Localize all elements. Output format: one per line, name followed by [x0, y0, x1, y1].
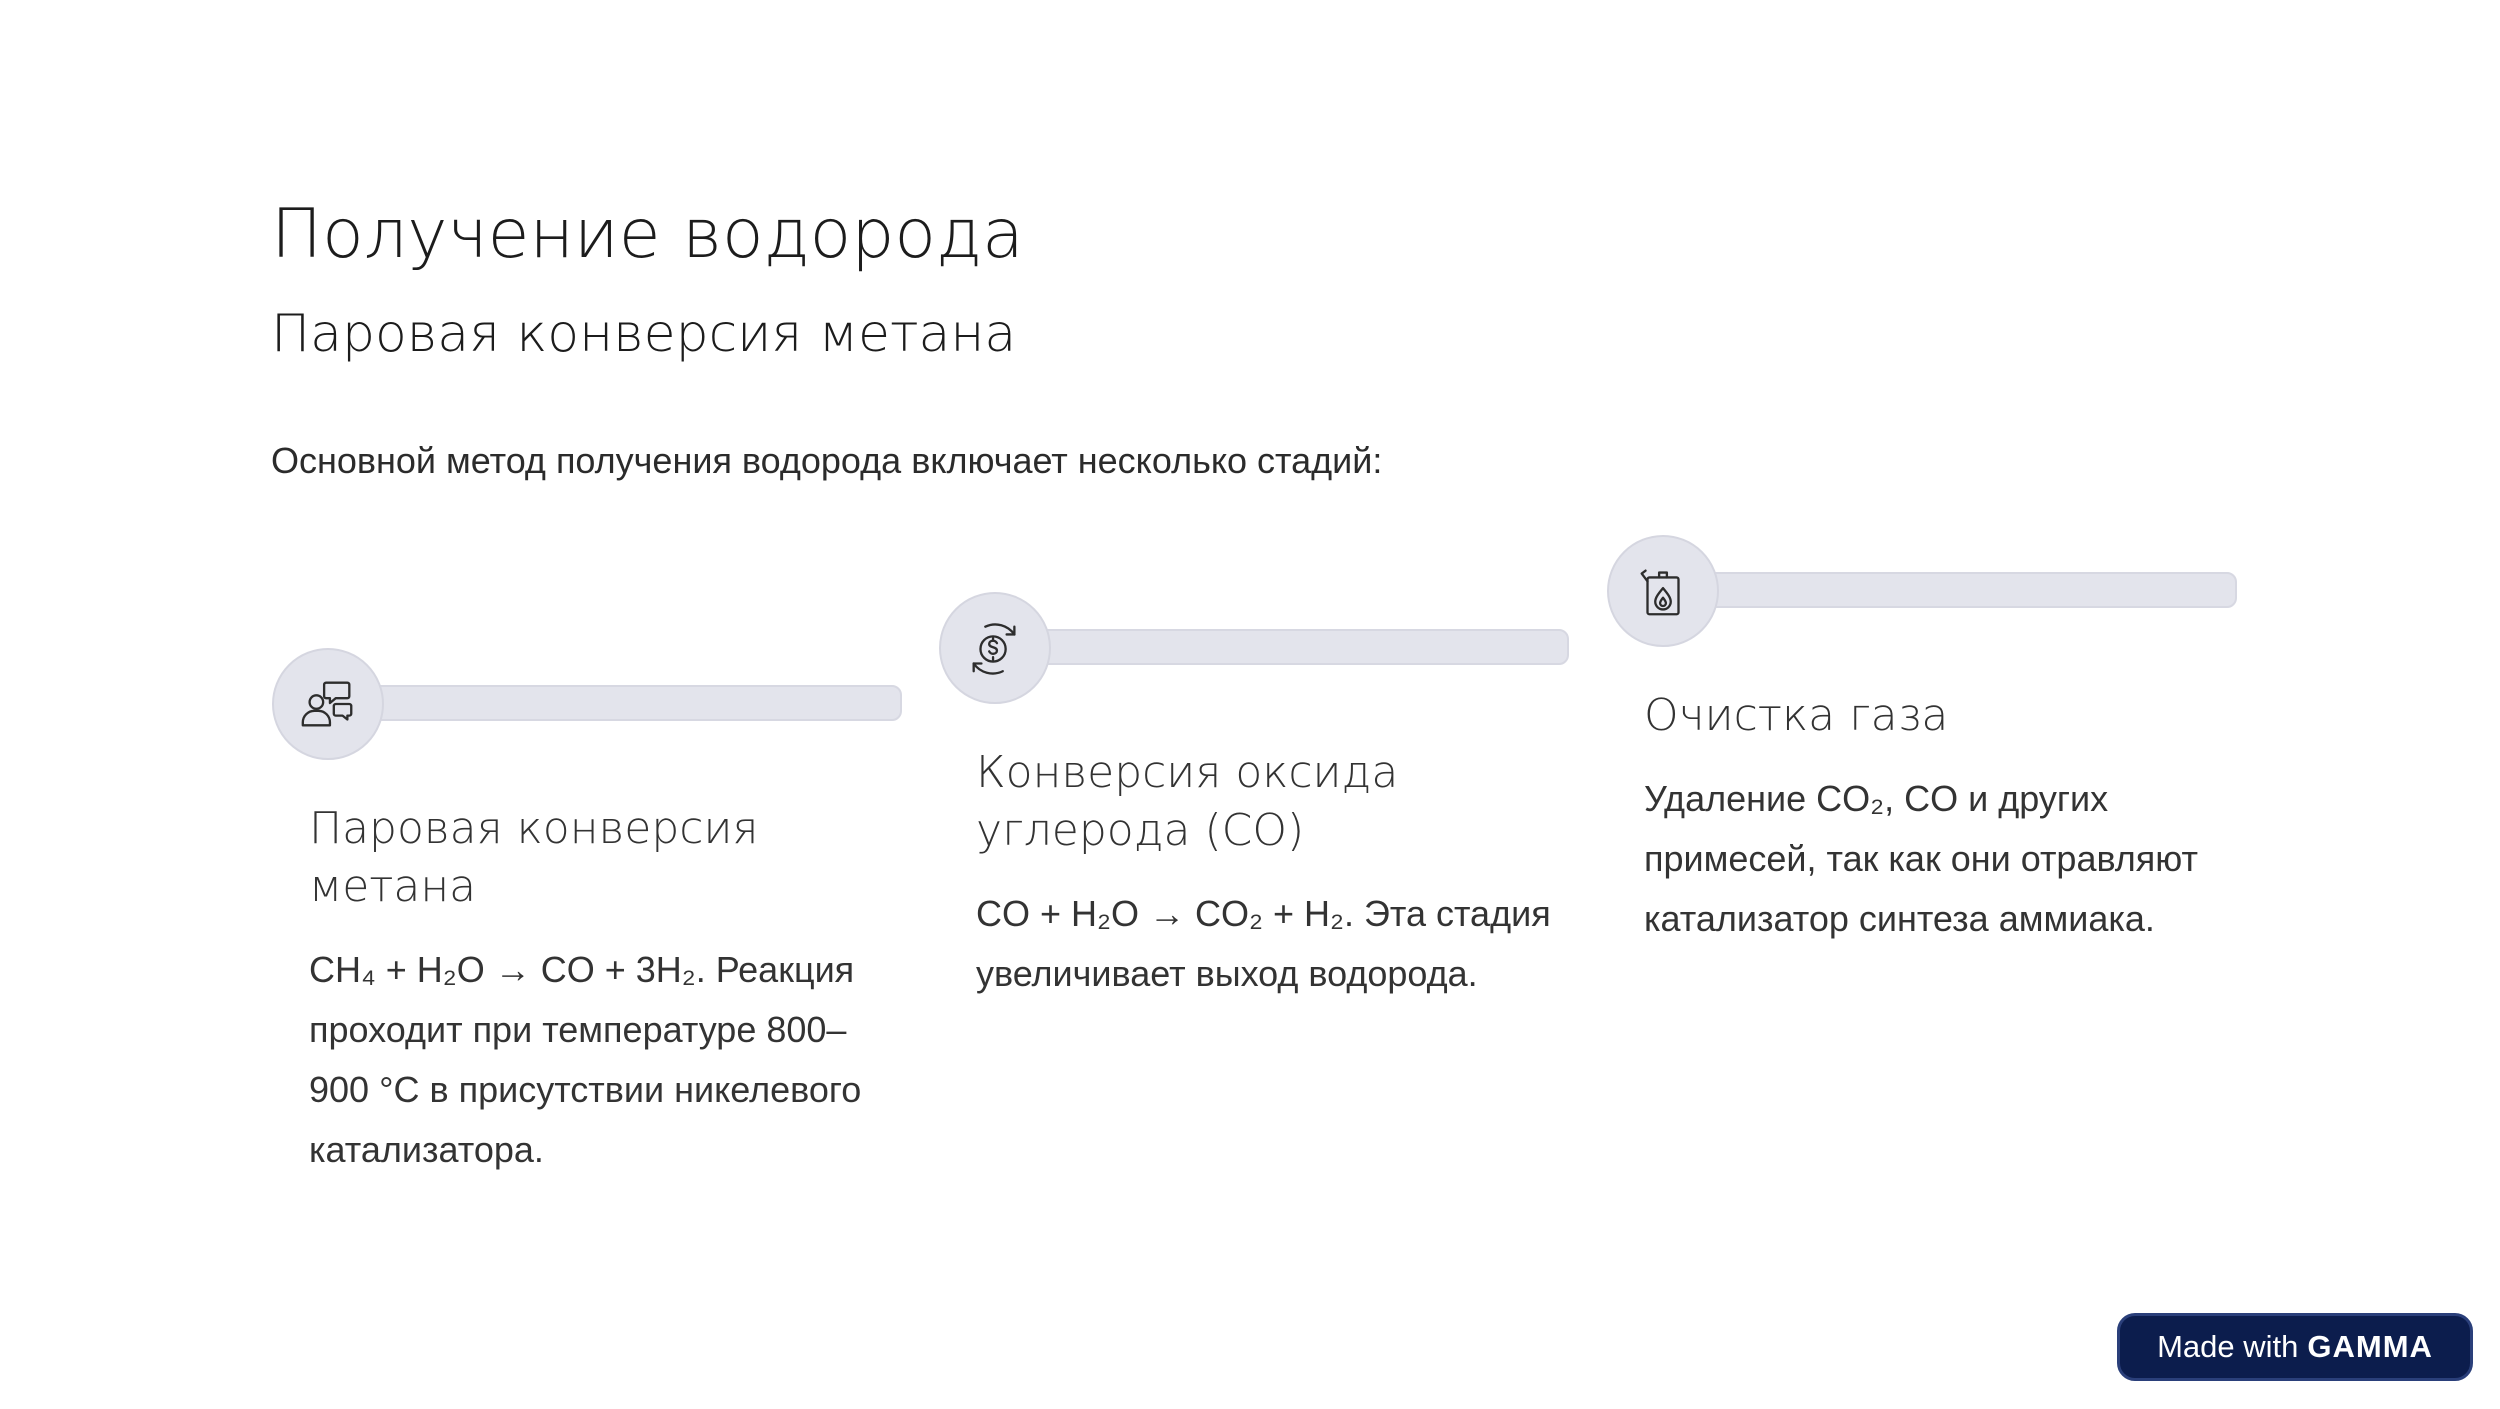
- step-track-bar: [1697, 572, 2237, 608]
- step-description: CH₄ + H₂O → CO + 3H₂. Реакция проходит при температуре 800–900 °C в присутствии никелевого катализатора.: [309, 949, 862, 1170]
- step-description: CO + H₂O → CO₂ + H₂. Эта стадия увеличивает выход водорода.: [976, 893, 1551, 994]
- step-description: Удаление CO₂, CO и других примесей, так как они отравляют катализатор синтеза аммиака.: [1644, 778, 2198, 939]
- step-icon-circle: [272, 648, 384, 760]
- page-title: Получение водорода: [271, 195, 1024, 274]
- step-track-bar: [1029, 629, 1569, 665]
- coin-exchange-icon: [964, 617, 1026, 679]
- step-card-2: [939, 592, 1579, 1152]
- gamma-logo: GAMMA: [2307, 1329, 2433, 1364]
- fuel-canister-icon: [1632, 560, 1694, 622]
- page-subtitle: Паровая конверсия метана: [271, 304, 1017, 364]
- step-icon-circle: [1607, 535, 1719, 647]
- people-chat-icon: [297, 673, 359, 735]
- step-card-1: [272, 648, 912, 1208]
- step-card-3: [1607, 535, 2247, 1095]
- step-title: Паровая конверсия метана: [309, 803, 759, 912]
- made-with-gamma-badge[interactable]: [2117, 1313, 2473, 1381]
- step-title: Очистка газа: [1644, 690, 1949, 741]
- intro-text: Основной метод получения водорода включает несколько стадий:: [271, 440, 1383, 481]
- step-title: Конверсия оксида углерода (CO): [976, 747, 1399, 856]
- step-track-bar: [362, 685, 902, 721]
- step-icon-circle: [939, 592, 1051, 704]
- badge-prefix: Made with: [2157, 1329, 2299, 1364]
